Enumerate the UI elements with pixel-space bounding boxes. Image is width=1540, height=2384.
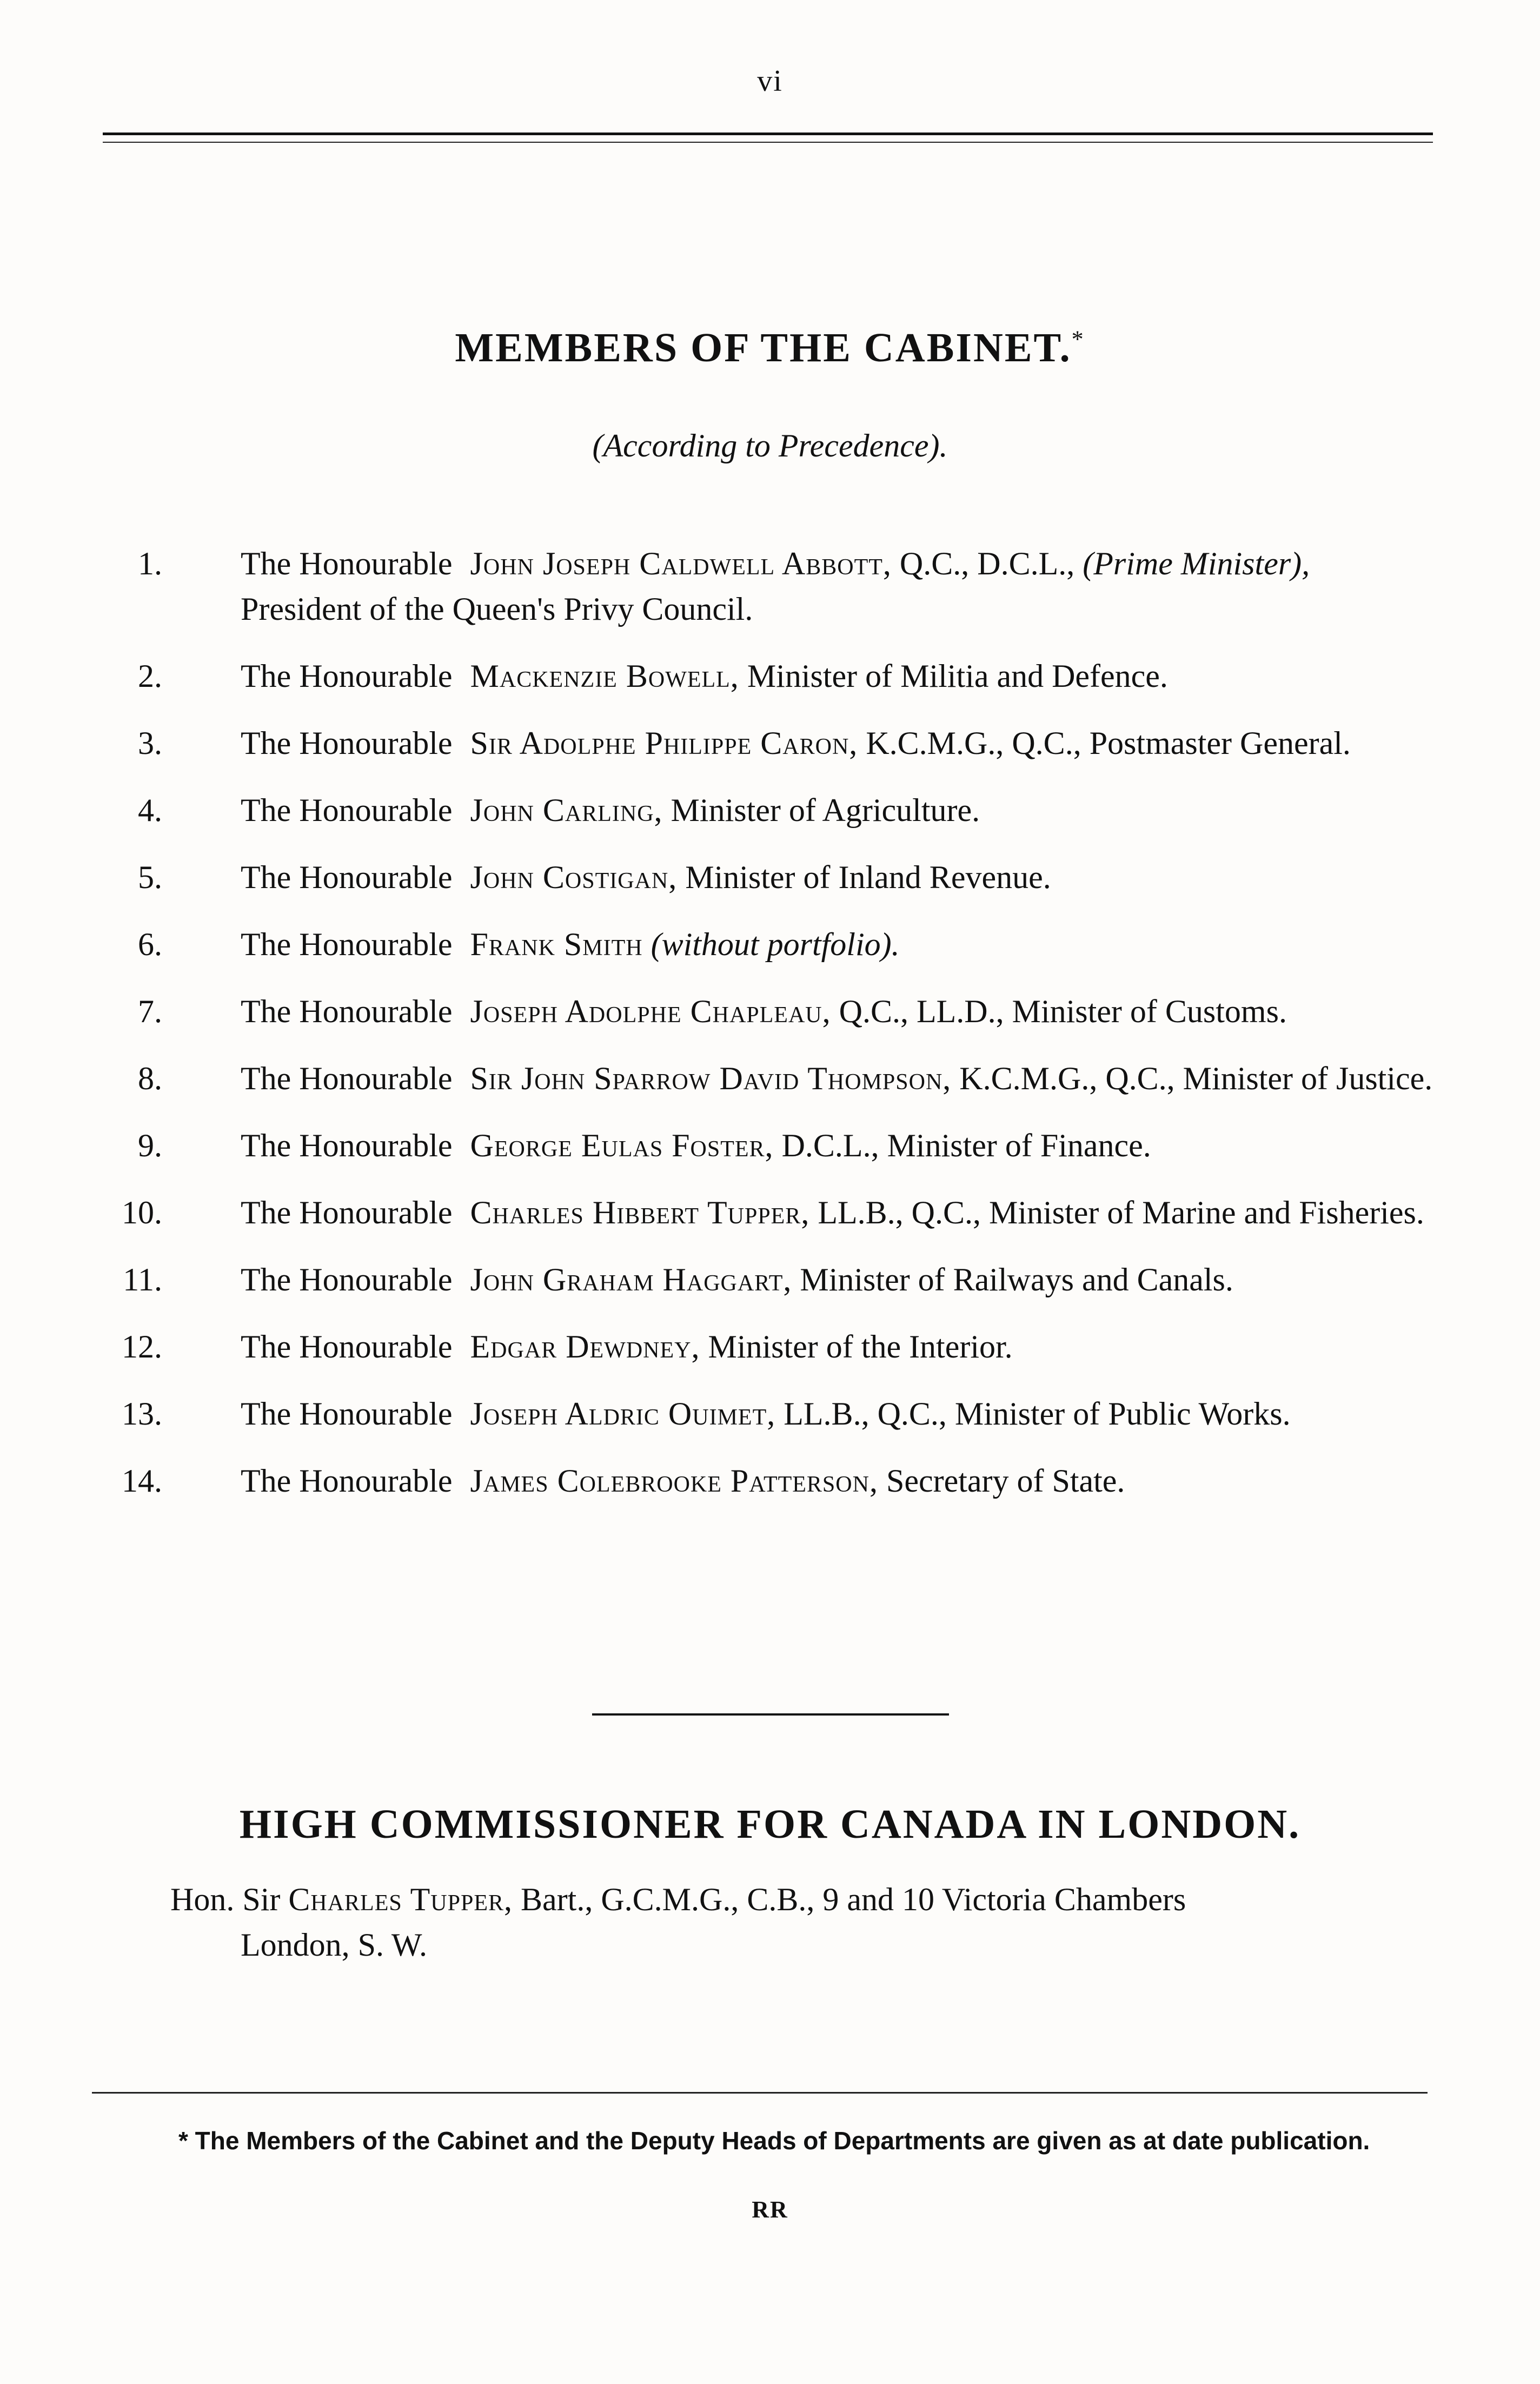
member-name: Mackenzie Bowell, xyxy=(470,658,739,694)
member-prefix: The Honourable xyxy=(241,1463,453,1499)
member-text xyxy=(241,1190,1438,1235)
member-name: George Eulas Foster, xyxy=(470,1128,774,1163)
member-text xyxy=(241,653,1438,699)
member-text xyxy=(241,541,1438,632)
member-text xyxy=(241,1391,1438,1436)
member-number: 6. xyxy=(138,926,162,962)
member-prefix: The Honourable xyxy=(241,1061,453,1096)
member-name: John Joseph Caldwell Abbott, xyxy=(470,546,892,581)
member-prefix: The Honourable xyxy=(241,1262,453,1297)
member-number: 14. xyxy=(122,1463,162,1499)
member-name: Charles Hibbert Tupper, xyxy=(470,1195,810,1230)
page-number: vi xyxy=(757,64,783,98)
member-name: John Graham Haggart, xyxy=(470,1262,792,1297)
member-suffix: Minister of the Interior. xyxy=(700,1329,1013,1365)
member-prefix: The Honourable xyxy=(241,658,453,694)
member-number: 11. xyxy=(123,1262,162,1297)
member-entry xyxy=(108,787,1438,833)
member-prefix: The Honourable xyxy=(241,859,453,895)
member-entry xyxy=(108,922,1438,967)
member-number: 1. xyxy=(138,546,162,581)
member-prefix: The Honourable xyxy=(241,1128,453,1163)
high-commissioner-entry xyxy=(170,1877,1425,1968)
member-name: Frank Smith xyxy=(470,926,643,962)
high-commissioner-heading: HIGH COMMISSIONER FOR CANADA IN LONDON. xyxy=(239,1802,1301,1847)
member-name: John Costigan, xyxy=(470,859,678,895)
member-text xyxy=(241,989,1438,1034)
member-prefix: The Honourable xyxy=(241,546,453,581)
member-italic-note: (Prime Minister), xyxy=(1074,546,1310,581)
member-prefix: The Honourable xyxy=(241,1195,453,1230)
footnote-rule xyxy=(92,2092,1428,2094)
cabinet-heading-text: MEMBERS OF THE CABINET. xyxy=(455,325,1072,370)
member-entry xyxy=(108,855,1438,900)
member-number: 13. xyxy=(122,1396,162,1432)
member-prefix: The Honourable xyxy=(241,994,453,1029)
header-rule xyxy=(103,133,1433,143)
member-name: Sir John Sparrow David Thompson, xyxy=(470,1061,952,1096)
member-entry xyxy=(108,989,1438,1034)
member-suffix: Minister of Agriculture. xyxy=(662,792,980,828)
member-suffix: K.C.M.G., Q.C., Postmaster General. xyxy=(858,725,1351,761)
footnote-marker: * xyxy=(1071,326,1085,353)
member-text xyxy=(241,1324,1438,1369)
member-suffix: Q.C., D.C.L., xyxy=(891,546,1075,581)
member-entry xyxy=(108,720,1438,766)
signature-mark: RR xyxy=(752,2196,788,2223)
cabinet-members-list xyxy=(108,541,1438,1525)
footnote: * The Members of the Cabinet and the Deputy Heads of Departments are given as at date publication. xyxy=(178,2127,1370,2155)
member-prefix: The Honourable xyxy=(241,926,453,962)
member-name: Joseph Adolphe Chapleau, xyxy=(470,994,831,1029)
member-number: 4. xyxy=(138,792,162,828)
member-suffix: Q.C., LL.D., Minister of Customs. xyxy=(831,994,1287,1029)
member-prefix: The Honourable xyxy=(241,725,453,761)
member-rest: President of the Queen's Privy Council. xyxy=(241,591,753,627)
member-suffix: Minister of Inland Revenue. xyxy=(677,859,1051,895)
member-text xyxy=(241,1257,1438,1302)
member-suffix: D.C.L., Minister of Finance. xyxy=(773,1128,1151,1163)
member-prefix: The Honourable xyxy=(241,1329,453,1365)
member-text xyxy=(241,922,1438,967)
member-entry xyxy=(108,1056,1438,1101)
member-entry xyxy=(108,653,1438,699)
member-suffix: Minister of Militia and Defence. xyxy=(739,658,1168,694)
hc-details: Bart., G.C.M.G., C.B., 9 and 10 Victoria Chambers xyxy=(513,1882,1186,1917)
hc-title: Hon. Sir xyxy=(170,1882,281,1917)
member-name: Edgar Dewdney, xyxy=(470,1329,700,1365)
hc-address: London, S. W. xyxy=(241,1927,428,1963)
hc-name: Charles Tupper, xyxy=(288,1882,513,1917)
member-text xyxy=(241,787,1438,833)
cabinet-heading xyxy=(0,325,1540,372)
member-suffix: K.C.M.G., Q.C., Minister of Justice. xyxy=(951,1061,1433,1096)
member-name: James Colebrooke Patterson, xyxy=(470,1463,878,1499)
member-number: 8. xyxy=(138,1061,162,1096)
member-suffix: LL.B., Q.C., Minister of Marine and Fisheries. xyxy=(809,1195,1424,1230)
member-italic-note: (without portfolio). xyxy=(642,926,900,962)
cabinet-subheading: (According to Precedence). xyxy=(592,428,948,463)
member-name: John Carling, xyxy=(470,792,663,828)
member-suffix: LL.B., Q.C., Minister of Public Works. xyxy=(775,1396,1291,1432)
member-number: 12. xyxy=(122,1329,162,1365)
member-number: 9. xyxy=(138,1128,162,1163)
member-prefix: The Honourable xyxy=(241,792,453,828)
member-text xyxy=(241,855,1438,900)
member-number: 2. xyxy=(138,658,162,694)
member-suffix: Secretary of State. xyxy=(878,1463,1125,1499)
member-number: 10. xyxy=(122,1195,162,1230)
member-text xyxy=(241,720,1438,766)
member-number: 3. xyxy=(138,725,162,761)
member-prefix: The Honourable xyxy=(241,1396,453,1432)
member-suffix: Minister of Railways and Canals. xyxy=(792,1262,1233,1297)
member-name: Sir Adolphe Philippe Caron, xyxy=(470,725,858,761)
member-entry xyxy=(108,1458,1438,1504)
member-entry xyxy=(108,1190,1438,1235)
member-text xyxy=(241,1056,1438,1101)
member-entry xyxy=(108,1123,1438,1168)
member-number: 7. xyxy=(138,994,162,1029)
member-entry xyxy=(108,541,1438,632)
section-divider xyxy=(592,1713,949,1716)
member-entry xyxy=(108,1324,1438,1369)
member-number: 5. xyxy=(138,859,162,895)
member-text xyxy=(241,1123,1438,1168)
member-entry xyxy=(108,1391,1438,1436)
member-name: Joseph Aldric Ouimet, xyxy=(470,1396,776,1432)
member-text xyxy=(241,1458,1438,1504)
member-entry xyxy=(108,1257,1438,1302)
